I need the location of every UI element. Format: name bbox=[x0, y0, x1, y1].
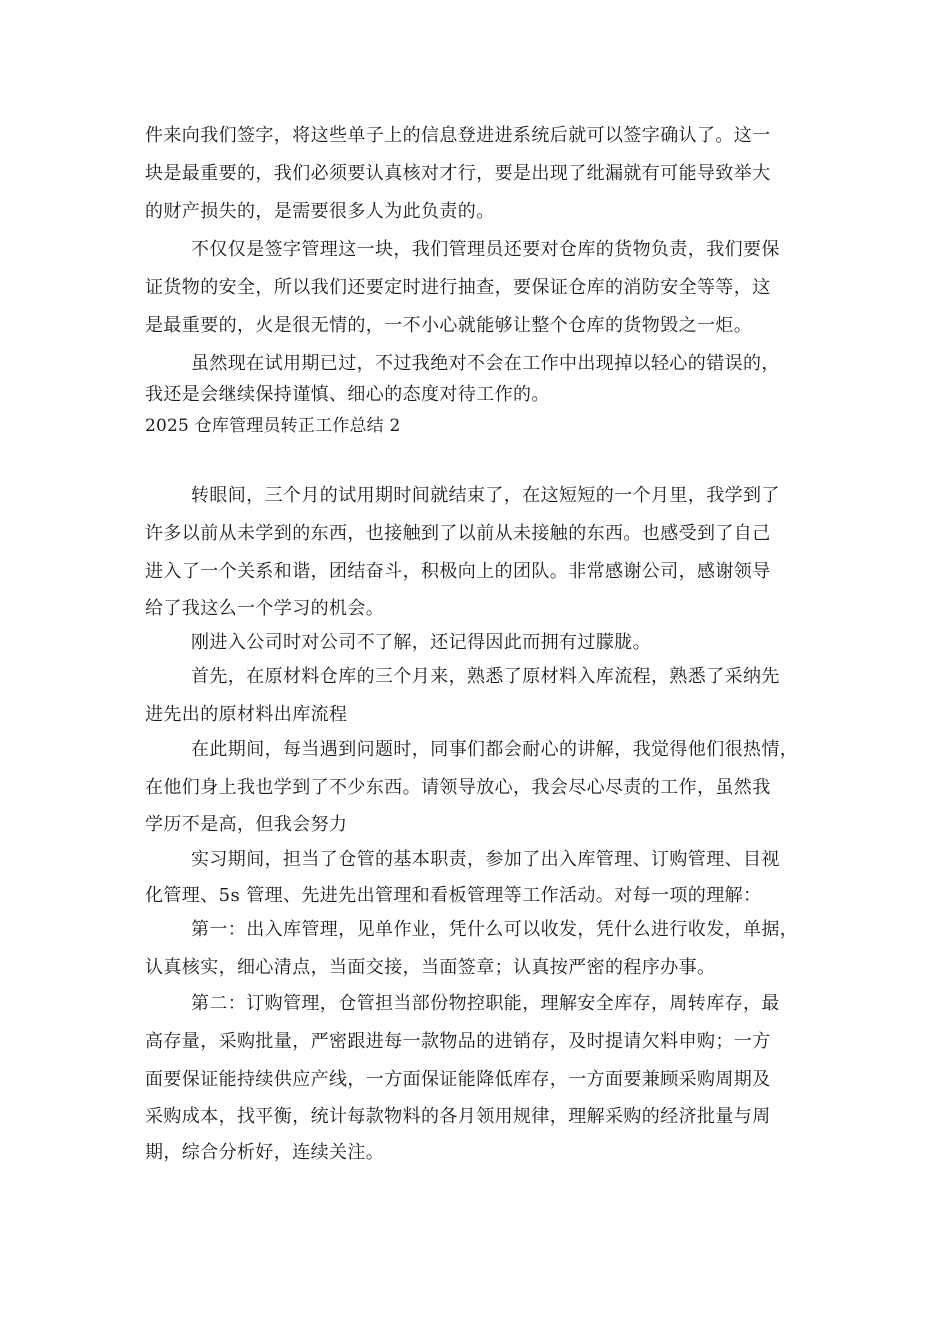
text-line: 在此期间，每当遇到问题时，同事们都会耐心的讲解，我觉得他们很热情， bbox=[191, 739, 799, 760]
text-line: 给了我这么一个学习的机会。 bbox=[145, 598, 385, 619]
text-line: 认真核实，细心清点，当面交接，当面签章；认真按严密的程序办事。 bbox=[145, 957, 716, 978]
text-line: 采购成本，找平衡，统计每款物料的各月领用规律，理解采购的经济批量与周 bbox=[145, 1106, 771, 1127]
text-line: 进先出的原材料出库流程 bbox=[145, 704, 348, 725]
text-line: 实习期间，担当了仓管的基本职责，参加了出入库管理、订购管理、目视 bbox=[191, 849, 780, 870]
text-line: 的财产损失的，是需要很多人为此负责的。 bbox=[145, 201, 495, 222]
text-line: 转眼间，三个月的试用期时间就结束了，在这短短的一个月里，我学到了 bbox=[191, 485, 780, 506]
section-title: 2025 仓库管理员转正工作总结 2 bbox=[145, 416, 401, 436]
text-line: 化管理、5s 管理、先进先出管理和看板管理等工作活动。对每一项的理解： bbox=[145, 885, 762, 906]
text-line: 第一：出入库管理，见单作业，凭什么可以收发，凭什么进行收发，单据， bbox=[191, 919, 799, 940]
text-line: 第二：订购管理，仓管担当部份物控职能，理解安全库存，周转库存，最 bbox=[191, 993, 780, 1014]
text-line: 在他们身上我也学到了不少东西。请领导放心，我会尽心尽责的工作，虽然我 bbox=[145, 777, 771, 798]
text-line: 件来向我们签字，将这些单子上的信息登进进系统后就可以签字确认了。这一 bbox=[145, 125, 771, 146]
text-line: 期，综合分析好，连续关注。 bbox=[145, 1142, 385, 1163]
text-line: 刚进入公司时对公司不了解，还记得因此而拥有过朦胧。 bbox=[191, 632, 651, 653]
text-line: 许多以前从未学到的东西，也接触到了以前从未接触的东西。也感受到了自己 bbox=[145, 523, 771, 544]
text-line: 进入了一个关系和谐，团结奋斗，积极向上的团队。非常感谢公司，感谢领导 bbox=[145, 561, 771, 582]
text-line: 面要保证能持续供应产线，一方面保证能降低库存，一方面要兼顾采购周期及 bbox=[145, 1069, 771, 1090]
text-line: 虽然现在试用期已过，不过我绝对不会在工作中出现掉以轻心的错误的， bbox=[191, 353, 780, 374]
text-line: 我还是会继续保持谨慎、细心的态度对待工作的。 bbox=[145, 384, 550, 405]
text-line: 不仅仅是签字管理这一块，我们管理员还要对仓库的货物负责，我们要保 bbox=[191, 239, 780, 260]
text-line: 证货物的安全，所以我们还要定时进行抽查，要保证仓库的消防安全等等，这 bbox=[145, 277, 771, 298]
text-line: 是最重要的，火是很无情的，一不小心就能够让整个仓库的货物毁之一炬。 bbox=[145, 315, 753, 336]
text-line: 块是最重要的，我们必须要认真核对才行，要是出现了纰漏就有可能导致举大 bbox=[145, 163, 771, 184]
text-line: 高存量，采购批量，严密跟进每一款物品的进销存，及时提请欠料申购；一方 bbox=[145, 1031, 771, 1052]
text-line: 首先，在原材料仓库的三个月来，熟悉了原材料入库流程，熟悉了采纳先 bbox=[191, 666, 780, 687]
text-line: 学历不是高，但我会努力 bbox=[145, 814, 348, 835]
